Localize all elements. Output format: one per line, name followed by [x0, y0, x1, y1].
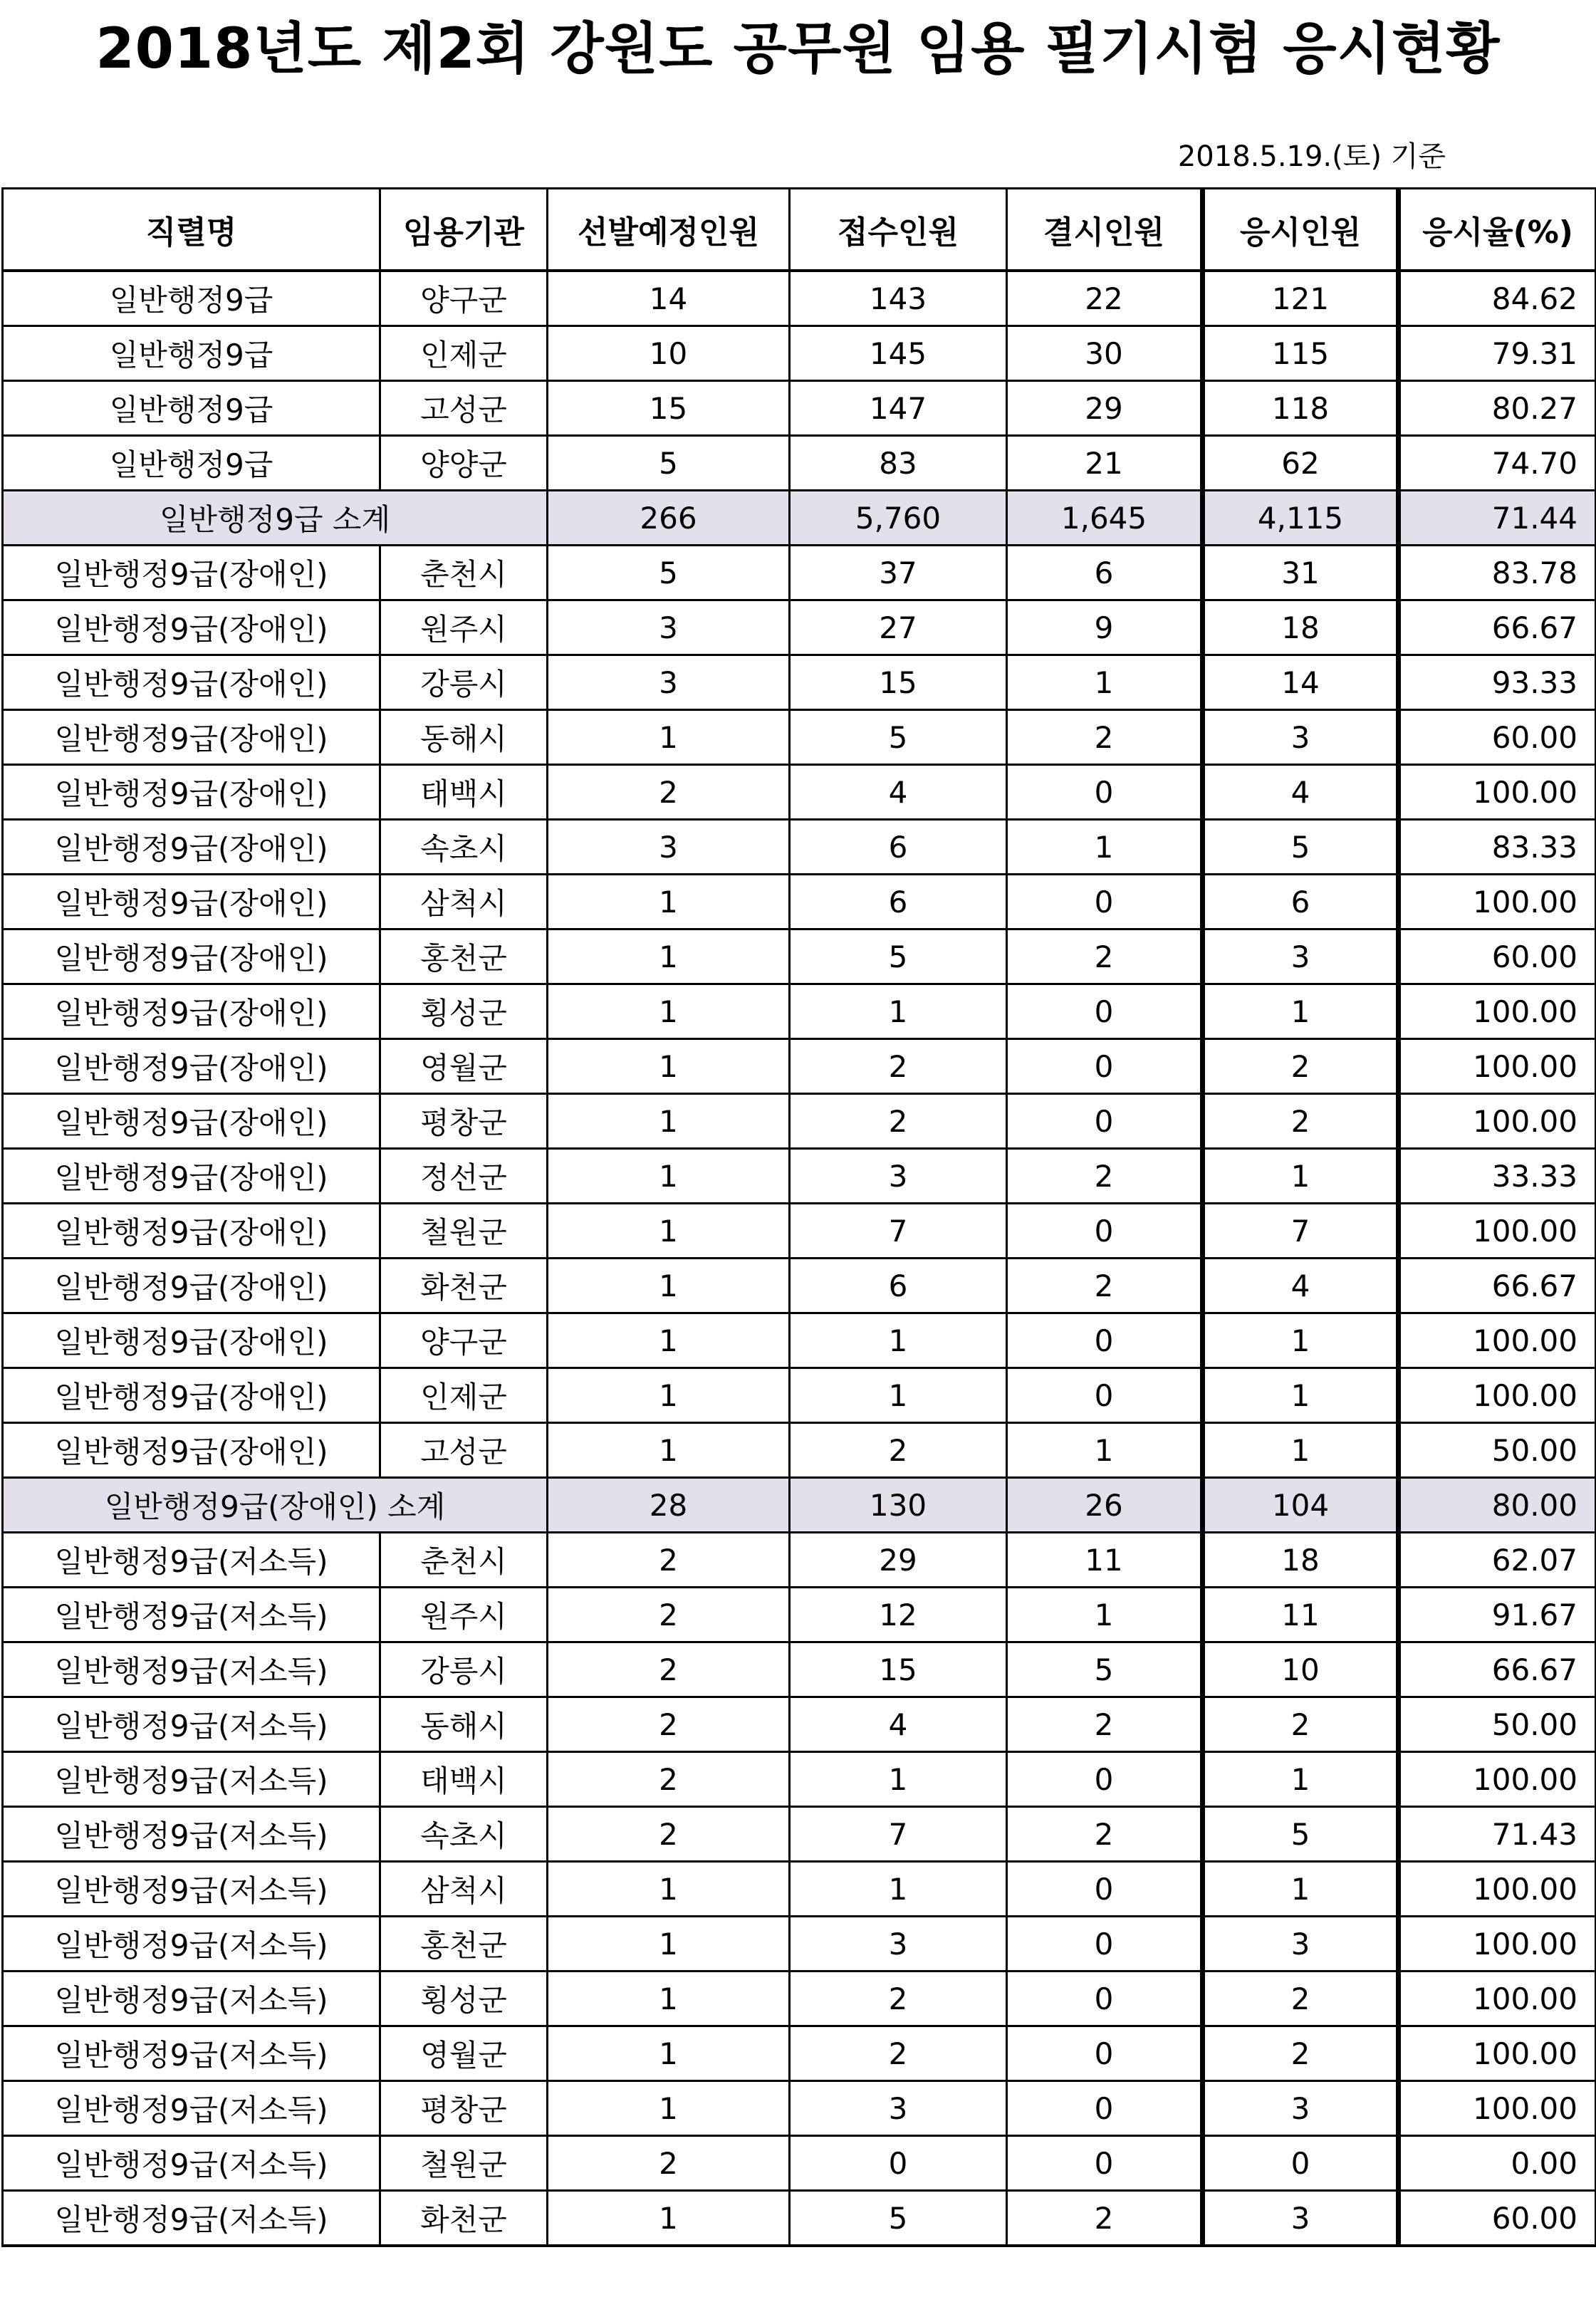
table-row — [3, 1697, 1596, 1752]
cell-examinees: 1 — [1203, 1423, 1399, 1478]
subtotal-row — [3, 1478, 1596, 1533]
cell-rate: 100.00 — [1399, 2081, 1596, 2136]
cell-rate: 100.00 — [1399, 2026, 1596, 2081]
cell-applicants: 5,760 — [790, 491, 1007, 546]
cell-rate: 100.00 — [1399, 1094, 1596, 1149]
table-row — [3, 1588, 1596, 1642]
cell-position: 일반행정9급(장애인) — [3, 546, 380, 600]
cell-planned: 1 — [548, 2191, 790, 2246]
cell-rate: 50.00 — [1399, 1697, 1596, 1752]
table-row — [3, 1313, 1596, 1368]
cell-absentees: 0 — [1007, 1917, 1203, 1972]
table-row — [3, 1807, 1596, 1862]
cell-applicants: 37 — [790, 546, 1007, 600]
cell-position: 일반행정9급 — [3, 381, 380, 436]
cell-examinees: 3 — [1203, 710, 1399, 765]
cell-rate: 100.00 — [1399, 1862, 1596, 1917]
cell-planned: 2 — [548, 1588, 790, 1642]
cell-planned: 1 — [548, 1368, 790, 1423]
cell-examinees: 2 — [1203, 1094, 1399, 1149]
cell-planned: 1 — [548, 984, 790, 1039]
cell-examinees: 1 — [1203, 984, 1399, 1039]
table-header-row — [3, 189, 1596, 271]
cell-absentees: 0 — [1007, 1752, 1203, 1807]
cell-examinees: 2 — [1203, 2026, 1399, 2081]
cell-planned: 15 — [548, 381, 790, 436]
cell-examinees: 4 — [1203, 765, 1399, 820]
cell-applicants: 12 — [790, 1588, 1007, 1642]
cell-absentees: 29 — [1007, 381, 1203, 436]
cell-absentees: 5 — [1007, 1642, 1203, 1697]
col-header-position: 직렬명 — [3, 189, 380, 271]
cell-rate: 60.00 — [1399, 2191, 1596, 2246]
table-row — [3, 929, 1596, 984]
table-row — [3, 710, 1596, 765]
cell-position: 일반행정9급(장애인) — [3, 929, 380, 984]
cell-examinees: 2 — [1203, 1697, 1399, 1752]
cell-applicants: 7 — [790, 1204, 1007, 1259]
cell-rate: 100.00 — [1399, 1039, 1596, 1094]
cell-planned: 266 — [548, 491, 790, 546]
cell-applicants: 1 — [790, 1368, 1007, 1423]
cell-applicants: 1 — [790, 1862, 1007, 1917]
cell-planned: 1 — [548, 1862, 790, 1917]
cell-position: 일반행정9급(저소득) — [3, 1588, 380, 1642]
cell-agency: 삼척시 — [380, 875, 548, 929]
cell-absentees: 0 — [1007, 1972, 1203, 2026]
cell-planned: 2 — [548, 1807, 790, 1862]
cell-position: 일반행정9급(장애인) — [3, 984, 380, 1039]
cell-applicants: 29 — [790, 1533, 1007, 1588]
cell-rate: 0.00 — [1399, 2136, 1596, 2191]
cell-planned: 2 — [548, 1752, 790, 1807]
cell-absentees: 2 — [1007, 1807, 1203, 1862]
cell-absentees: 0 — [1007, 765, 1203, 820]
cell-planned: 1 — [548, 1423, 790, 1478]
cell-planned: 2 — [548, 1642, 790, 1697]
table-row — [3, 984, 1596, 1039]
cell-rate: 100.00 — [1399, 1313, 1596, 1368]
table-row — [3, 2191, 1596, 2246]
table-row — [3, 546, 1596, 600]
cell-agency: 원주시 — [380, 1588, 548, 1642]
col-header-absentees: 결시인원 — [1007, 189, 1203, 271]
cell-position: 일반행정9급(저소득) — [3, 2026, 380, 2081]
cell-examinees: 2 — [1203, 1972, 1399, 2026]
table-row — [3, 1368, 1596, 1423]
cell-planned: 14 — [548, 271, 790, 326]
cell-position: 일반행정9급(저소득) — [3, 1697, 380, 1752]
cell-position: 일반행정9급(저소득) — [3, 1972, 380, 2026]
cell-absentees: 0 — [1007, 1368, 1203, 1423]
cell-position: 일반행정9급(저소득) — [3, 2191, 380, 2246]
cell-examinees: 31 — [1203, 546, 1399, 600]
cell-rate: 33.33 — [1399, 1149, 1596, 1204]
cell-agency: 정선군 — [380, 1149, 548, 1204]
cell-absentees: 1 — [1007, 820, 1203, 875]
cell-position: 일반행정9급(저소득) — [3, 1807, 380, 1862]
cell-planned: 1 — [548, 710, 790, 765]
cell-absentees: 30 — [1007, 326, 1203, 381]
cell-absentees: 11 — [1007, 1533, 1203, 1588]
cell-applicants: 6 — [790, 875, 1007, 929]
cell-examinees: 1 — [1203, 1368, 1399, 1423]
cell-position: 일반행정9급(저소득) — [3, 1533, 380, 1588]
cell-agency: 홍천군 — [380, 1917, 548, 1972]
cell-rate: 60.00 — [1399, 710, 1596, 765]
cell-rate: 50.00 — [1399, 1423, 1596, 1478]
cell-absentees: 2 — [1007, 929, 1203, 984]
cell-agency: 강릉시 — [380, 1642, 548, 1697]
cell-applicants: 7 — [790, 1807, 1007, 1862]
cell-rate: 100.00 — [1399, 1972, 1596, 2026]
cell-applicants: 143 — [790, 271, 1007, 326]
cell-rate: 100.00 — [1399, 1204, 1596, 1259]
table-row — [3, 326, 1596, 381]
cell-absentees: 2 — [1007, 710, 1203, 765]
table-row — [3, 1972, 1596, 2026]
cell-rate: 66.67 — [1399, 600, 1596, 655]
table-row — [3, 1149, 1596, 1204]
col-header-planned: 선발예정인원 — [548, 189, 790, 271]
cell-absentees: 0 — [1007, 1039, 1203, 1094]
cell-examinees: 5 — [1203, 1807, 1399, 1862]
cell-position: 일반행정9급(저소득) — [3, 1917, 380, 1972]
cell-planned: 1 — [548, 1149, 790, 1204]
table-row — [3, 1533, 1596, 1588]
cell-applicants: 2 — [790, 2026, 1007, 2081]
cell-examinees: 118 — [1203, 381, 1399, 436]
cell-planned: 2 — [548, 2136, 790, 2191]
cell-agency: 고성군 — [380, 381, 548, 436]
cell-position: 일반행정9급(저소득) — [3, 1862, 380, 1917]
table-row — [3, 1094, 1596, 1149]
col-header-applicants: 접수인원 — [790, 189, 1007, 271]
cell-rate: 80.27 — [1399, 381, 1596, 436]
cell-examinees: 0 — [1203, 2136, 1399, 2191]
cell-rate: 71.44 — [1399, 491, 1596, 546]
cell-position: 일반행정9급(저소득) — [3, 1752, 380, 1807]
cell-agency: 평창군 — [380, 2081, 548, 2136]
cell-position: 일반행정9급(장애인) — [3, 1149, 380, 1204]
cell-applicants: 6 — [790, 820, 1007, 875]
cell-examinees: 1 — [1203, 1752, 1399, 1807]
cell-position: 일반행정9급(저소득) — [3, 1642, 380, 1697]
cell-examinees: 2 — [1203, 1039, 1399, 1094]
cell-planned: 1 — [548, 1204, 790, 1259]
cell-absentees: 0 — [1007, 1862, 1203, 1917]
table-row — [3, 1259, 1596, 1313]
cell-position: 일반행정9급(장애인) — [3, 820, 380, 875]
cell-planned: 1 — [548, 1972, 790, 2026]
cell-applicants: 4 — [790, 1697, 1007, 1752]
cell-applicants: 15 — [790, 1642, 1007, 1697]
cell-agency: 횡성군 — [380, 1972, 548, 2026]
cell-agency: 양구군 — [380, 271, 548, 326]
cell-position: 일반행정9급(장애인) — [3, 600, 380, 655]
cell-rate: 80.00 — [1399, 1478, 1596, 1533]
table-row — [3, 436, 1596, 491]
cell-position: 일반행정9급(장애인) — [3, 1094, 380, 1149]
cell-planned: 28 — [548, 1478, 790, 1533]
cell-planned: 3 — [548, 600, 790, 655]
cell-agency: 철원군 — [380, 2136, 548, 2191]
cell-applicants: 5 — [790, 710, 1007, 765]
cell-examinees: 1 — [1203, 1313, 1399, 1368]
cell-applicants: 1 — [790, 984, 1007, 1039]
table-row — [3, 875, 1596, 929]
cell-examinees: 104 — [1203, 1478, 1399, 1533]
cell-examinees: 62 — [1203, 436, 1399, 491]
cell-absentees: 26 — [1007, 1478, 1203, 1533]
cell-agency: 삼척시 — [380, 1862, 548, 1917]
cell-position: 일반행정9급(장애인) — [3, 1039, 380, 1094]
cell-agency: 양양군 — [380, 436, 548, 491]
cell-applicants: 2 — [790, 1972, 1007, 2026]
table-row — [3, 655, 1596, 710]
cell-absentees: 0 — [1007, 1204, 1203, 1259]
cell-planned: 1 — [548, 1313, 790, 1368]
cell-position: 일반행정9급 — [3, 271, 380, 326]
cell-applicants: 130 — [790, 1478, 1007, 1533]
cell-agency: 강릉시 — [380, 655, 548, 710]
cell-absentees: 1 — [1007, 1423, 1203, 1478]
cell-position: 일반행정9급(장애인) — [3, 765, 380, 820]
cell-planned: 2 — [548, 1533, 790, 1588]
cell-rate: 100.00 — [1399, 1752, 1596, 1807]
cell-absentees: 2 — [1007, 1149, 1203, 1204]
cell-agency: 영월군 — [380, 2026, 548, 2081]
cell-rate: 60.00 — [1399, 929, 1596, 984]
cell-applicants: 1 — [790, 1752, 1007, 1807]
cell-applicants: 5 — [790, 929, 1007, 984]
cell-absentees: 6 — [1007, 546, 1203, 600]
cell-examinees: 5 — [1203, 820, 1399, 875]
cell-applicants: 3 — [790, 2081, 1007, 2136]
cell-examinees: 115 — [1203, 326, 1399, 381]
cell-applicants: 1 — [790, 1313, 1007, 1368]
cell-position: 일반행정9급 — [3, 436, 380, 491]
cell-absentees: 22 — [1007, 271, 1203, 326]
table-row — [3, 1862, 1596, 1917]
table-row — [3, 820, 1596, 875]
cell-absentees: 2 — [1007, 1697, 1203, 1752]
cell-rate: 66.67 — [1399, 1259, 1596, 1313]
cell-planned: 1 — [548, 1039, 790, 1094]
cell-rate: 66.67 — [1399, 1642, 1596, 1697]
cell-position: 일반행정9급(장애인) — [3, 1423, 380, 1478]
table-row — [3, 2026, 1596, 2081]
cell-examinees: 1 — [1203, 1862, 1399, 1917]
cell-applicants: 2 — [790, 1039, 1007, 1094]
cell-rate: 100.00 — [1399, 875, 1596, 929]
cell-agency: 횡성군 — [380, 984, 548, 1039]
cell-applicants: 3 — [790, 1149, 1007, 1204]
cell-examinees: 7 — [1203, 1204, 1399, 1259]
cell-rate: 79.31 — [1399, 326, 1596, 381]
cell-rate: 100.00 — [1399, 1917, 1596, 1972]
cell-position: 일반행정9급(장애인) — [3, 655, 380, 710]
table-row — [3, 271, 1596, 326]
cell-planned: 10 — [548, 326, 790, 381]
cell-absentees: 1 — [1007, 1588, 1203, 1642]
cell-rate: 91.67 — [1399, 1588, 1596, 1642]
cell-agency: 동해시 — [380, 710, 548, 765]
table-row — [3, 1204, 1596, 1259]
subtotal-row — [3, 491, 1596, 546]
cell-rate: 71.43 — [1399, 1807, 1596, 1862]
cell-examinees: 3 — [1203, 2081, 1399, 2136]
cell-agency: 태백시 — [380, 1752, 548, 1807]
cell-planned: 1 — [548, 875, 790, 929]
table-row — [3, 1423, 1596, 1478]
cell-position: 일반행정9급(장애인) — [3, 1368, 380, 1423]
cell-agency: 속초시 — [380, 820, 548, 875]
cell-examinees: 121 — [1203, 271, 1399, 326]
cell-agency: 춘천시 — [380, 1533, 548, 1588]
cell-agency: 태백시 — [380, 765, 548, 820]
subtotal-label: 일반행정9급 소계 — [3, 491, 548, 546]
cell-rate: 100.00 — [1399, 765, 1596, 820]
cell-planned: 1 — [548, 2081, 790, 2136]
table-row — [3, 1642, 1596, 1697]
cell-agency: 인제군 — [380, 1368, 548, 1423]
cell-examinees: 18 — [1203, 600, 1399, 655]
cell-planned: 3 — [548, 820, 790, 875]
cell-agency: 양구군 — [380, 1313, 548, 1368]
cell-agency: 춘천시 — [380, 546, 548, 600]
cell-absentees: 0 — [1007, 2081, 1203, 2136]
cell-applicants: 5 — [790, 2191, 1007, 2246]
cell-rate: 100.00 — [1399, 1368, 1596, 1423]
cell-examinees: 3 — [1203, 2191, 1399, 2246]
cell-rate: 83.78 — [1399, 546, 1596, 600]
cell-position: 일반행정9급(장애인) — [3, 1313, 380, 1368]
cell-rate: 74.70 — [1399, 436, 1596, 491]
table-body — [3, 271, 1596, 2246]
cell-planned: 3 — [548, 655, 790, 710]
cell-applicants: 15 — [790, 655, 1007, 710]
cell-rate: 84.62 — [1399, 271, 1596, 326]
col-header-agency: 임용기관 — [380, 189, 548, 271]
cell-absentees: 0 — [1007, 1313, 1203, 1368]
cell-applicants: 2 — [790, 1094, 1007, 1149]
cell-absentees: 2 — [1007, 2191, 1203, 2246]
cell-applicants: 83 — [790, 436, 1007, 491]
cell-examinees: 1 — [1203, 1149, 1399, 1204]
cell-agency: 영월군 — [380, 1039, 548, 1094]
cell-examinees: 3 — [1203, 929, 1399, 984]
cell-applicants: 4 — [790, 765, 1007, 820]
table-row — [3, 381, 1596, 436]
cell-applicants: 2 — [790, 1423, 1007, 1478]
as-of-date: 2018.5.19.(토) 기준 — [1177, 140, 1446, 173]
cell-absentees: 0 — [1007, 2026, 1203, 2081]
table-row — [3, 1752, 1596, 1807]
cell-agency: 고성군 — [380, 1423, 548, 1478]
cell-agency: 원주시 — [380, 600, 548, 655]
cell-absentees: 0 — [1007, 875, 1203, 929]
cell-examinees: 11 — [1203, 1588, 1399, 1642]
cell-applicants: 6 — [790, 1259, 1007, 1313]
cell-position: 일반행정9급 — [3, 326, 380, 381]
cell-absentees: 2 — [1007, 1259, 1203, 1313]
cell-position: 일반행정9급(장애인) — [3, 875, 380, 929]
cell-agency: 화천군 — [380, 1259, 548, 1313]
cell-agency: 속초시 — [380, 1807, 548, 1862]
cell-planned: 1 — [548, 2026, 790, 2081]
table-row — [3, 2081, 1596, 2136]
cell-absentees: 1 — [1007, 655, 1203, 710]
table-row — [3, 1917, 1596, 1972]
cell-examinees: 4 — [1203, 1259, 1399, 1313]
cell-rate: 62.07 — [1399, 1533, 1596, 1588]
cell-agency: 인제군 — [380, 326, 548, 381]
cell-examinees: 6 — [1203, 875, 1399, 929]
subtotal-label: 일반행정9급(장애인) 소계 — [3, 1478, 548, 1533]
exam-status-table — [1, 187, 1596, 2247]
cell-absentees: 1,645 — [1007, 491, 1203, 546]
cell-absentees: 0 — [1007, 1094, 1203, 1149]
cell-agency: 화천군 — [380, 2191, 548, 2246]
table-row — [3, 600, 1596, 655]
cell-absentees: 21 — [1007, 436, 1203, 491]
cell-agency: 평창군 — [380, 1094, 548, 1149]
table-row — [3, 765, 1596, 820]
cell-rate: 100.00 — [1399, 984, 1596, 1039]
cell-position: 일반행정9급(장애인) — [3, 1204, 380, 1259]
cell-rate: 83.33 — [1399, 820, 1596, 875]
cell-planned: 5 — [548, 436, 790, 491]
cell-absentees: 0 — [1007, 2136, 1203, 2191]
cell-examinees: 4,115 — [1203, 491, 1399, 546]
cell-agency: 철원군 — [380, 1204, 548, 1259]
cell-examinees: 3 — [1203, 1917, 1399, 1972]
cell-agency: 홍천군 — [380, 929, 548, 984]
cell-planned: 2 — [548, 765, 790, 820]
cell-planned: 1 — [548, 1094, 790, 1149]
cell-planned: 1 — [548, 1259, 790, 1313]
cell-examinees: 10 — [1203, 1642, 1399, 1697]
cell-applicants: 147 — [790, 381, 1007, 436]
table-row — [3, 2136, 1596, 2191]
cell-applicants: 3 — [790, 1917, 1007, 1972]
cell-position: 일반행정9급(저소득) — [3, 2136, 380, 2191]
cell-applicants: 27 — [790, 600, 1007, 655]
cell-rate: 93.33 — [1399, 655, 1596, 710]
cell-position: 일반행정9급(장애인) — [3, 710, 380, 765]
col-header-rate: 응시율(%) — [1399, 189, 1596, 271]
cell-position: 일반행정9급(저소득) — [3, 2081, 380, 2136]
cell-planned: 5 — [548, 546, 790, 600]
cell-absentees: 0 — [1007, 984, 1203, 1039]
cell-planned: 1 — [548, 1917, 790, 1972]
cell-applicants: 145 — [790, 326, 1007, 381]
table-row — [3, 1039, 1596, 1094]
cell-position: 일반행정9급(장애인) — [3, 1259, 380, 1313]
cell-examinees: 14 — [1203, 655, 1399, 710]
cell-planned: 1 — [548, 929, 790, 984]
cell-applicants: 0 — [790, 2136, 1007, 2191]
cell-planned: 2 — [548, 1697, 790, 1752]
page-title: 2018년도 제2회 강원도 공무원 임용 필기시험 응시현황 — [95, 17, 1501, 81]
cell-absentees: 9 — [1007, 600, 1203, 655]
cell-agency: 동해시 — [380, 1697, 548, 1752]
col-header-examinees: 응시인원 — [1203, 189, 1399, 271]
cell-examinees: 18 — [1203, 1533, 1399, 1588]
